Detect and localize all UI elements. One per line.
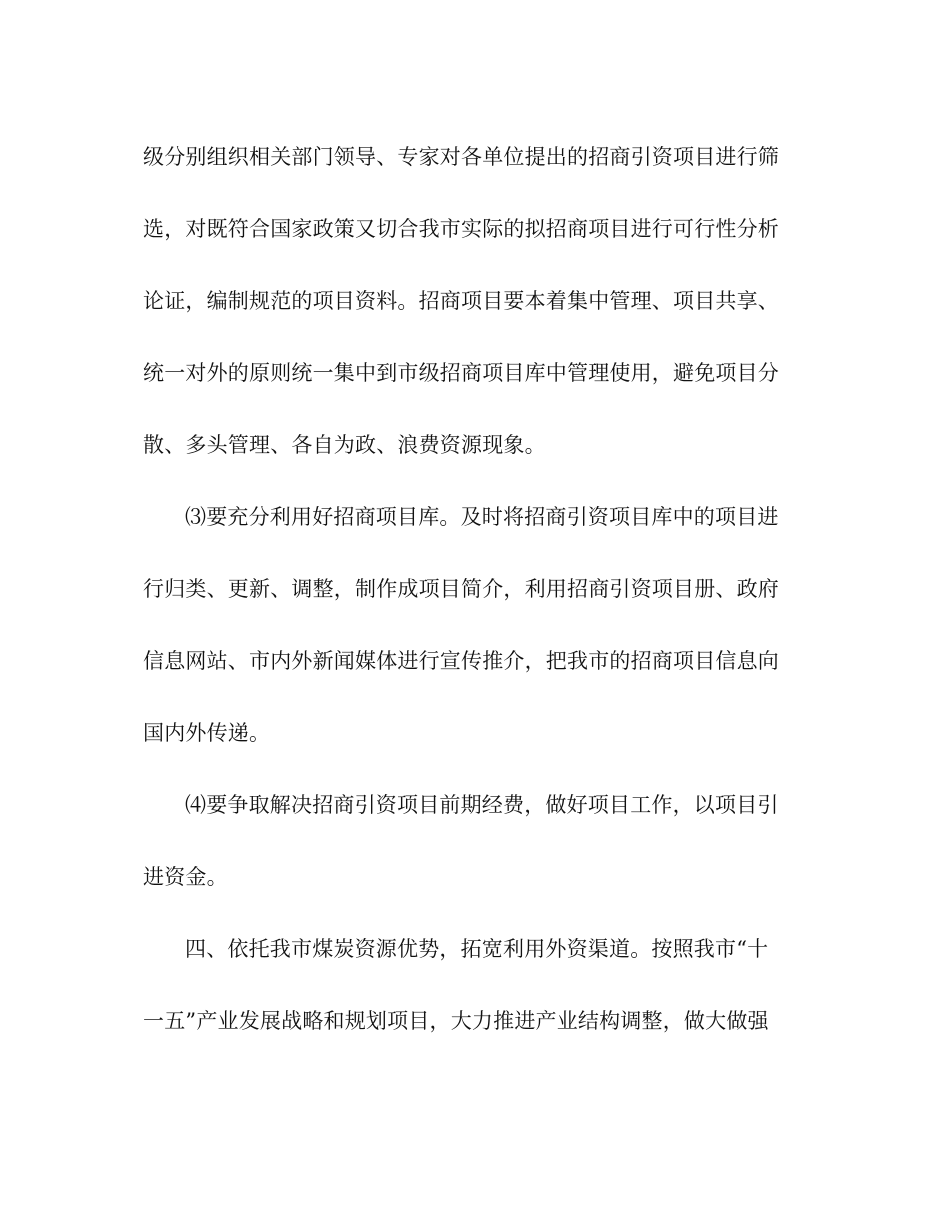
paragraph-start-line: 四、依托我市煤炭资源优势，拓宽利用外资渠道。按照我市“十 <box>185 937 769 961</box>
text-line: 国内外传递。 <box>143 721 271 745</box>
paragraph-start-line: ⑶要充分利用好招商项目库。及时将招商引资项目库中的项目进 <box>185 505 779 529</box>
text-line: 论证，编制规范的项目资料。招商项目要本着集中管理、项目共享、 <box>143 289 779 313</box>
text-line: 进资金。 <box>143 865 228 889</box>
text-line: 行归类、更新、调整，制作成项目简介，利用招商引资项目册、政府 <box>143 577 779 601</box>
text-line: 选，对既符合国家政策又切合我市实际的拟招商项目进行可行性分析 <box>143 217 779 241</box>
text-line: 信息网站、市内外新闻媒体进行宣传推介，把我市的招商项目信息向 <box>143 649 779 673</box>
text-line: 级分别组织相关部门领导、专家对各单位提出的招商引资项目进行筛 <box>143 145 779 169</box>
text-line: 一五”产业发展战略和规划项目，大力推进产业结构调整，做大做强 <box>143 1009 769 1033</box>
paragraph-start-line: ⑷要争取解决招商引资项目前期经费，做好项目工作，以项目引 <box>185 793 779 817</box>
text-line: 统一对外的原则统一集中到市级招商项目库中管理使用，避免项目分 <box>143 361 779 385</box>
text-line: 散、多头管理、各自为政、浪费资源现象。 <box>143 433 546 457</box>
